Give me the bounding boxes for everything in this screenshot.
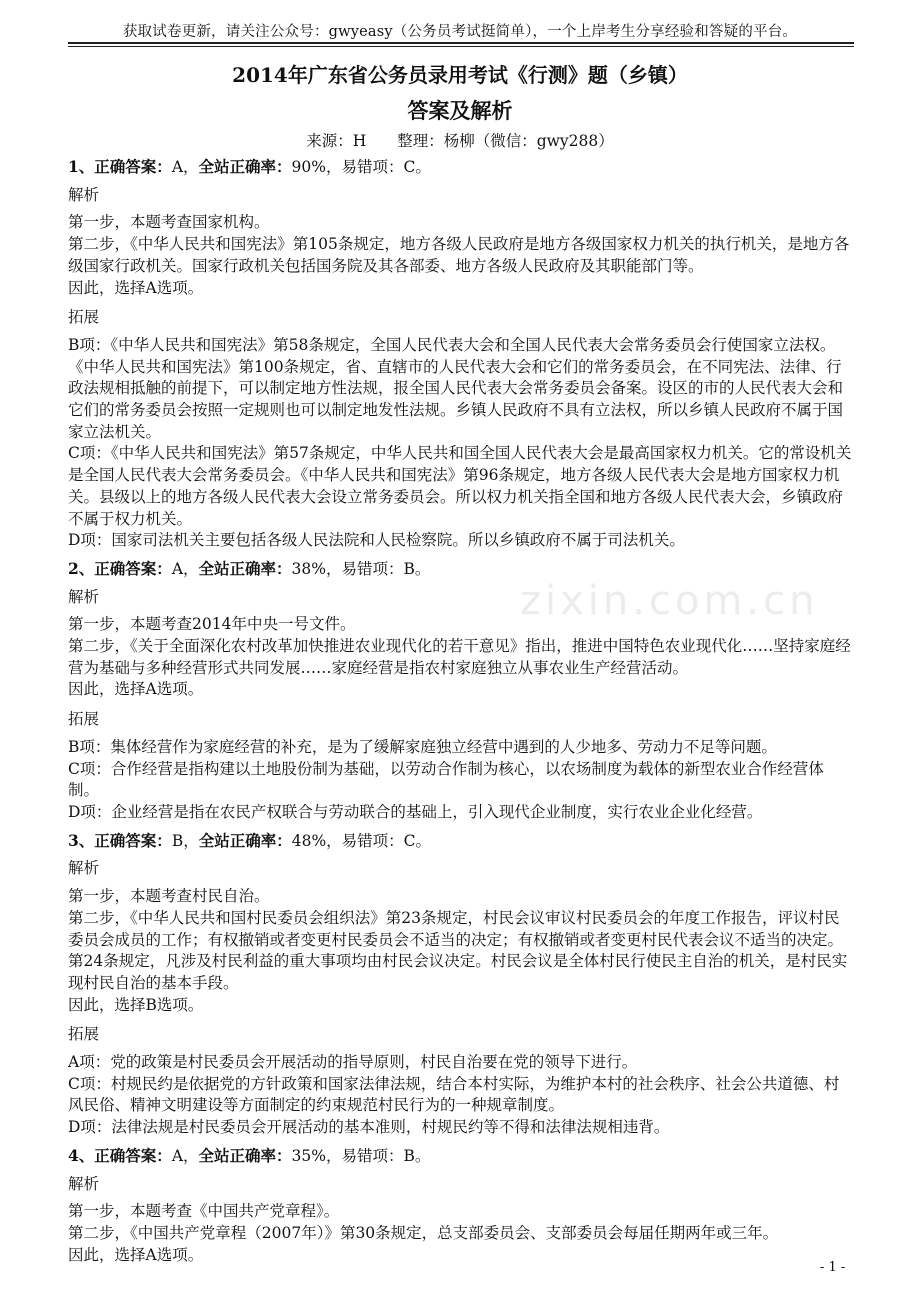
analysis-paragraph: 因此，选择B选项。: [68, 995, 204, 1014]
extension-paragraph: A项：党的政策是村民委员会开展活动的指导原则，村民自治要在党的领导下进行。: [68, 1053, 638, 1072]
extension-paragraph: C项：合作经营是指构建以土地股份制为基础，以劳动合作制为核心，以农场制度为载体的新型农业合作经营体制。: [68, 759, 824, 800]
accuracy-label: 全站正确率：: [198, 830, 292, 850]
extension-paragraph: C项：村规民约是依据党的方针政策和国家法律法规，结合本村实际，为维护本村的社会秩序、社会公共道德、村风民俗、精神文明建设等方面制定的约束规范村民行为的一种规章制度。: [68, 1074, 840, 1115]
answer-value: B，: [171, 831, 199, 850]
extension-title: 拓展: [68, 308, 100, 327]
analysis-title: 解析: [68, 185, 100, 204]
header-rule-thin: [68, 46, 854, 47]
answer-label: 正确答案：: [94, 157, 172, 176]
document-title: 2014年广东省公务员录用考试《行测》题（乡镇）: [232, 63, 688, 87]
watermark: zixin.com.cn: [520, 578, 819, 624]
question-block: [68, 830, 854, 1145]
analysis-paragraph: 因此，选择A选项。: [68, 278, 204, 297]
question-block: [68, 558, 854, 830]
analysis-paragraph: 第一步，本题考查《中国共产党章程》。: [68, 1202, 340, 1221]
analysis-paragraph: 因此，选择A选项。: [68, 680, 204, 699]
analysis-paragraph: 第二步，《中国共产党章程（2007年）》第30条规定，总支部委员会、支部委员会每届任期两年或三年。: [68, 1223, 779, 1242]
accuracy-label: 全站正确率：: [198, 1145, 292, 1165]
block-spacer: [68, 1266, 854, 1272]
accuracy-label: 全站正确率：: [198, 558, 292, 578]
question-number: 3、: [68, 830, 95, 850]
analysis-paragraph: 第二步，《关于全面深化农村改革加快推进农业现代化的若干意见》指出，推进中国特色农业现代化……坚持家庭经营为基础与多种经营形式共同发展……家庭经营是指农村家庭独立从事农业生产经营活动。: [68, 637, 851, 677]
question-block: [68, 156, 854, 558]
analysis-paragraph: 第二步，《中华人民共和国宪法》第105条规定，地方各级人民政府是地方各级国家权力机关的执行机关，是地方各级国家行政机关。国家行政机关包括国务院及其各部委、地方各级人民政府及其职能部门等。: [68, 235, 850, 275]
header-rule: [68, 42, 854, 44]
question-header: [68, 558, 854, 581]
extension-paragraph: C项：《中华人民共和国宪法》第57条规定，中华人民共和国全国人民代表大会是最高国家权力机关。它的常设机关是全国人民代表大会常务委员会。《中华人民共和国宪法》第96条规定，地方各级人民代表大会是地方国家权力机关。县级以上的地方各级人民代表大会设立常务委员会。所以权力机关指全国和地方各级人民代表大会，乡镇政府不属于权力机关。: [68, 444, 852, 528]
accuracy-value: 48%，易错项：C。: [291, 831, 432, 850]
analysis-paragraph: 因此，选择A选项。: [68, 1245, 204, 1264]
question-number: 2、: [68, 558, 95, 578]
accuracy-value: 35%，易错项：B。: [291, 1146, 431, 1165]
answer-label: 正确答案：: [94, 558, 172, 578]
question-block: [68, 1145, 854, 1273]
answer-value: A，: [171, 559, 199, 578]
extension-paragraph: B项：《中华人民共和国宪法》第58条规定，全国人民代表大会和全国人民代表大会常务委员会行使国家立法权。《中华人民共和国宪法》第100条规定，省、直辖市的人民代表大会和它们的常务委员会，在不同宪法、法律、行政法规相抵触的前提下，可以制定地方性法规，报全国人民代表大会常务委员会备案。设区的市的人民代表大会和它们的常务委员会按照一定规则也可以制定地发性法规。乡镇人民政府不具有立法权，所以乡镇人民政府不属于国家立法机关。: [68, 335, 844, 441]
header-note: 获取试卷更新，请关注公众号：gwyeasy（公务员考试挺简单），一个上岸考生分享经验和答疑的平台。: [122, 24, 798, 40]
page-number: - 1 -: [820, 1260, 846, 1275]
analysis-paragraph: 第一步，本题考查2014年中央一号文件。: [68, 615, 356, 634]
accuracy-value: 38%，易错项：B。: [291, 559, 431, 578]
analysis-paragraph: 第一步，本题考查村民自治。: [68, 887, 270, 906]
answer-label: 正确答案：: [94, 830, 172, 850]
answer-body: [68, 156, 854, 1272]
question-number: 4、: [68, 1145, 95, 1165]
analysis-paragraph: 第一步，本题考查国家机构。: [68, 213, 270, 232]
extension-paragraph: D项：国家司法机关主要包括各级人民法院和人民检察院。所以乡镇政府不属于司法机关。: [68, 531, 685, 550]
question-header: [68, 830, 854, 853]
analysis-title: 解析: [68, 859, 100, 878]
question-header: [68, 1145, 854, 1168]
accuracy-value: 90%，易错项：C。: [291, 158, 431, 176]
answer-value: A，: [171, 158, 199, 176]
extension-paragraph: D项：法律法规是村民委员会开展活动的基本准则，村规民约等不得和法律法规相违背。: [68, 1118, 670, 1137]
answer-label: 正确答案：: [94, 1145, 172, 1165]
analysis-title: 解析: [68, 587, 100, 606]
extension-title: 拓展: [68, 710, 100, 729]
source-line: 来源：H 整理：杨柳（微信：gwy288）: [306, 132, 614, 150]
extension-paragraph: D项：企业经营是指在农民产权联合与劳动联合的基础上，引入现代企业制度，实行农业企业化经营。: [68, 802, 763, 821]
analysis-paragraph: 第二步，《中华人民共和国村民委员会组织法》第23条规定，村民会议审议村民委员会的年度工作报告，评议村民委员会成员的工作；有权撤销或者变更村民委员会不适当的决定；有权撤销或者变更村民代表会议不适当的决定。第24条规定，凡涉及村民利益的重大事项均由村民会议决定。村民会议是全体村民行使民主自治的机关，是村民实现村民自治的基本手段。: [68, 908, 848, 992]
document-subtitle: 答案及解析: [407, 98, 513, 123]
question-header: [68, 156, 854, 179]
extension-title: 拓展: [68, 1025, 100, 1044]
accuracy-label: 全站正确率：: [198, 157, 292, 176]
extension-paragraph: B项：集体经营作为家庭经营的补充，是为了缓解家庭独立经营中遇到的人少地多、劳动力不足等问题。: [68, 737, 777, 756]
question-number: 1、: [68, 157, 95, 176]
answer-value: A，: [171, 1146, 199, 1165]
analysis-title: 解析: [68, 1174, 100, 1193]
